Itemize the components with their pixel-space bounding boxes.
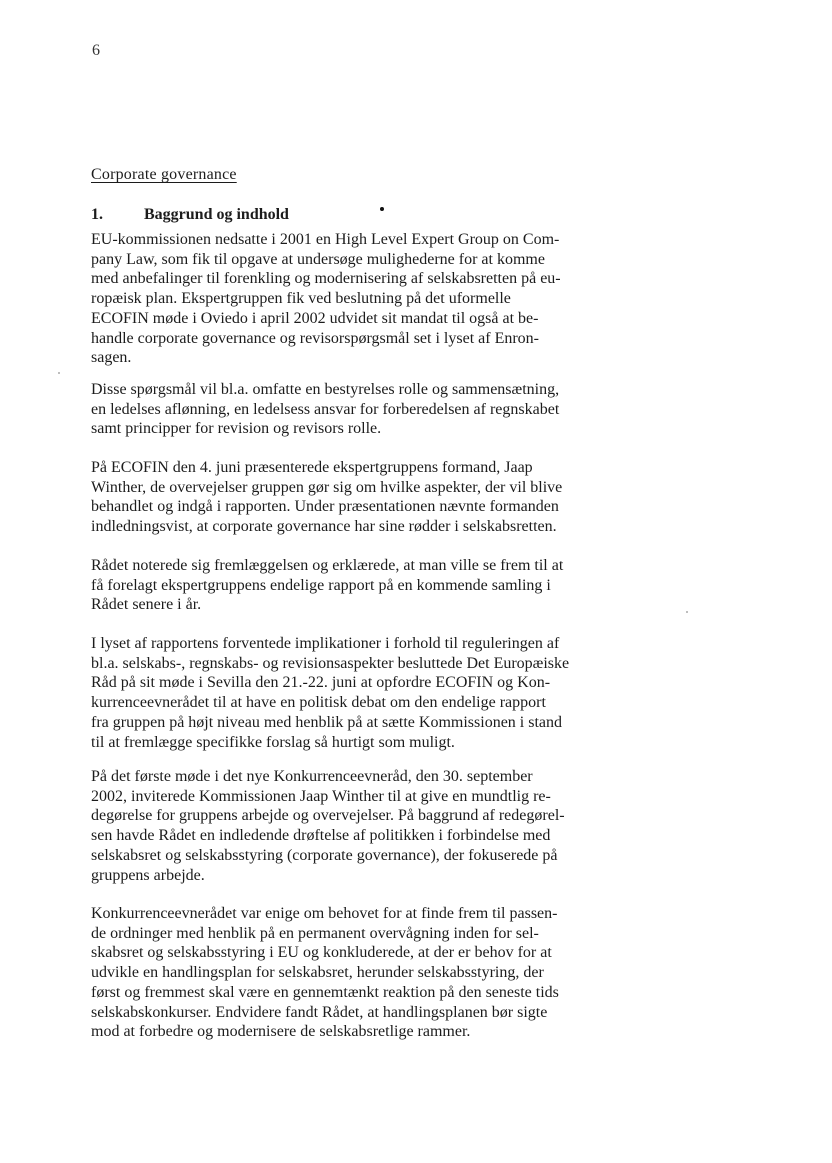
paragraph-line: behandlet og indgå i rapporten. Under præsentationen nævnte formanden (91, 498, 559, 516)
paragraph-line: bl.a. selskabs-, regnskabs- og revisionsaspekter besluttede Det Europæiske (91, 654, 570, 672)
page-number: 6 (92, 42, 100, 59)
paragraph-line: de ordninger med henblik på en permanent overvågning inden for sel- (91, 924, 539, 942)
scan-speck (58, 372, 60, 374)
paragraph-4 (91, 556, 563, 615)
paragraph-line: EU-kommissionen nedsatte i 2001 en High Level Expert Group on Com- (91, 231, 560, 248)
paragraph-line: sen havde Rådet en indledende drøftelse af politikken i forbindelse med (91, 827, 551, 845)
paragraph-line: degørelse for gruppens arbejde og overvejelser. På baggrund af redegørel- (91, 807, 565, 825)
paragraph-1 (91, 230, 561, 368)
paragraph-line: Råd på sit møde i Sevilla den 21.-22. juni at opfordre ECOFIN og Kon- (91, 674, 551, 692)
paragraph-line: gruppens arbejde. (91, 866, 205, 884)
paragraph-line: med anbefalinger til forenkling og modernisering af selskabsretten på eu- (91, 270, 561, 288)
paragraph-line: først og fremmest skal være en gennemtænkt reaktion på den seneste tids (91, 983, 559, 1001)
paragraph-6 (91, 767, 565, 885)
paragraph-line: Rådet noterede sig fremlæggelsen og erklærede, at man ville se frem til at (91, 557, 564, 574)
paragraph-line: fra gruppen på højt niveau med henblik på at sætte Kommissionen i stand (91, 713, 563, 731)
paragraph-line: selskabsret og selskabsstyring (corporate governance), der fokuserede på (91, 846, 558, 864)
paragraph-line: På ECOFIN den 4. juni præsenterede ekspertgruppens formand, Jaap (91, 459, 533, 476)
paragraph-7 (91, 904, 559, 1042)
section-title: Corporate governance (91, 166, 237, 183)
paragraph-line: ECOFIN møde i Oviedo i april 2002 udvidet sit mandat til også at be- (91, 309, 539, 327)
paragraph-line: I lyset af rapportens forventede implikationer i forhold til reguleringen af (91, 635, 560, 652)
paragraph-line: pany Law, som fik til opgave at undersøge mulighederne for at komme (91, 250, 545, 268)
scan-speck (686, 611, 688, 613)
paragraph-line: 2002, inviterede Kommissionen Jaap Winther til at give en mundtlig re- (91, 787, 551, 805)
paragraph-line: samt principper for revision og revisors rolle. (91, 420, 382, 438)
heading-text: Baggrund og indhold (144, 206, 289, 223)
paragraph-line: Disse spørgsmål vil bl.a. omfatte en bestyrelses rolle og sammensætning, (91, 381, 560, 398)
paragraph-line: Konkurrenceevnerådet var enige om behovet for at finde frem til passen- (91, 905, 558, 922)
paragraph-5 (91, 634, 569, 752)
paragraph-3 (91, 458, 562, 537)
paragraph-line: indledningsvist, at corporate governance har sine rødder i selskabsretten. (91, 518, 557, 536)
paragraph-line: Winther, de overvejelser gruppen gør sig om hvilke aspekter, der vil blive (91, 478, 563, 496)
paragraph-line: en ledelses aflønning, en ledelsess ansvar for forberedelsen af regnskabet (91, 400, 560, 418)
paragraph-line: til at fremlægge specifikke forslag så hurtigt som muligt. (91, 733, 455, 751)
paragraph-line: handle corporate governance og revisorspørgsmål set i lyset af Enron- (91, 329, 539, 347)
heading-number: 1. (91, 206, 103, 223)
paragraph-line: selskabskonkurser. Endvidere fandt Rådet, at handlingsplanen bør sigte (91, 1003, 548, 1021)
paragraph-line: På det første møde i det nye Konkurrenceevneråd, den 30. september (91, 768, 533, 785)
paragraph-line: udvikle en handlingsplan for selskabsret, herunder selskabsstyring, der (91, 964, 544, 982)
paragraph-2 (91, 380, 559, 439)
paragraph-line: kurrenceevnerådet til at have en politisk debat om den endelige rapport (91, 694, 546, 712)
paragraph-line: sagen. (91, 349, 132, 367)
paragraph-line: Rådet senere i år. (91, 596, 202, 614)
section-heading (91, 206, 289, 224)
paragraph-line: få forelagt ekspertgruppens endelige rapport på en kommende samling i (91, 576, 551, 594)
stray-dot (380, 207, 384, 211)
paragraph-line: ropæisk plan. Ekspertgruppen fik ved beslutning på det uformelle (91, 290, 511, 308)
paragraph-line: mod at forbedre og modernisere de selskabsretlige rammer. (91, 1023, 471, 1041)
paragraph-line: skabsret og selskabsstyring i EU og konkluderede, at der er behov for at (91, 944, 552, 962)
